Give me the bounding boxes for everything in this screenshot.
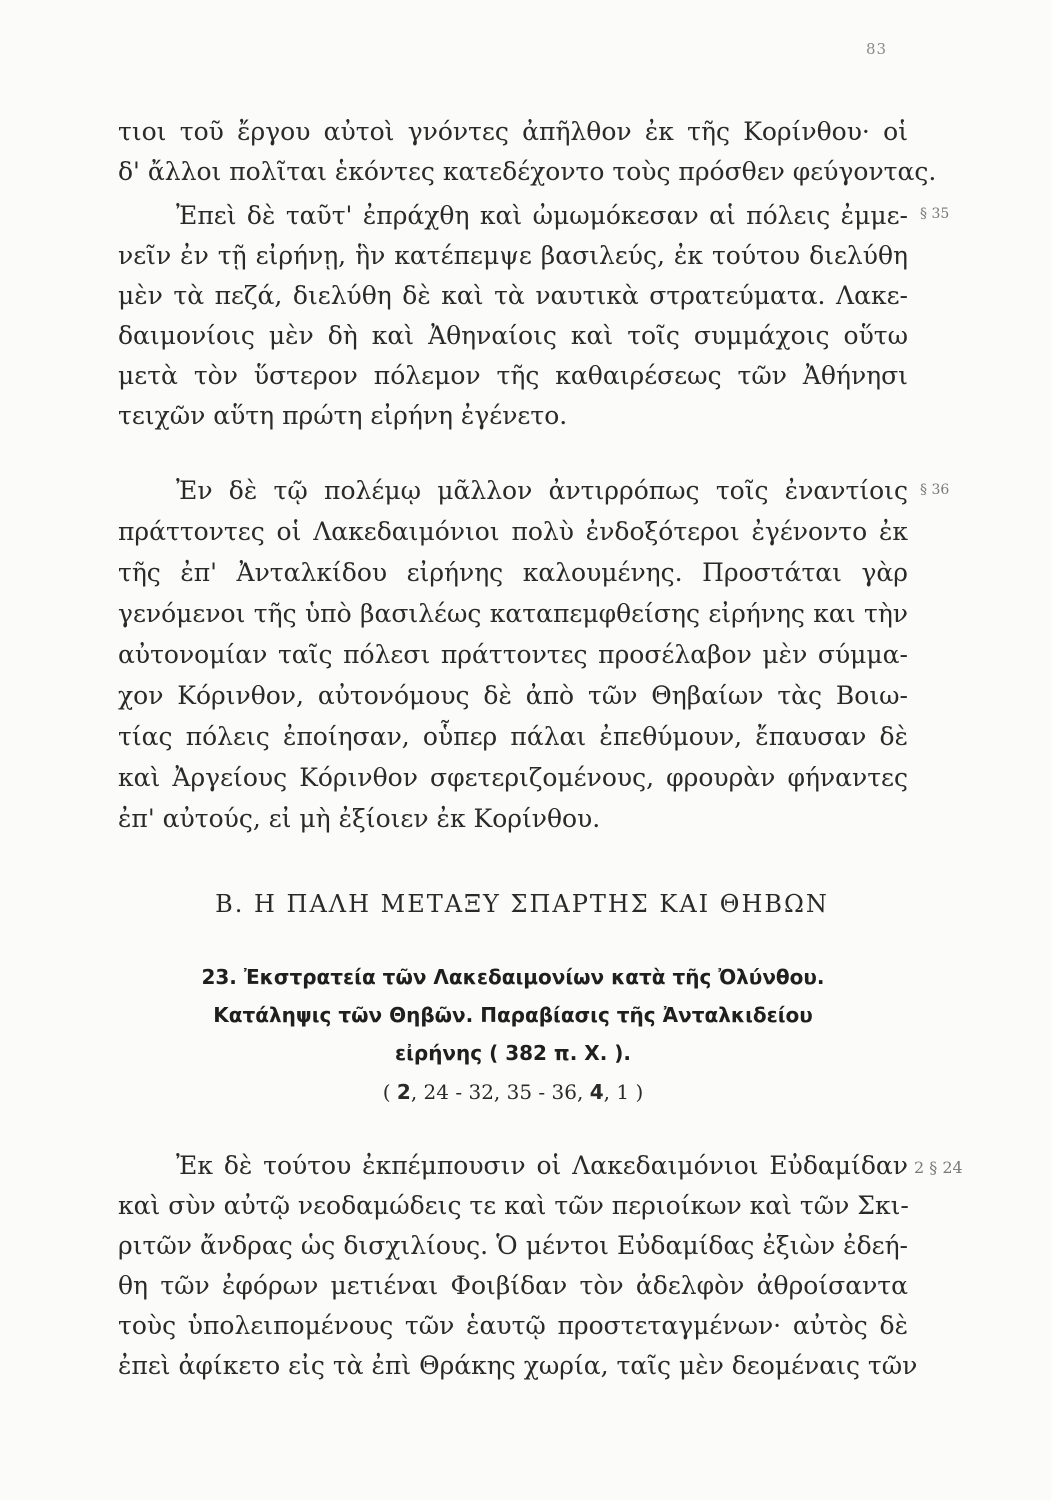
text-line: μετὰ τὸν ὕστερον πόλεμον τῆς καθαιρέσεως τῶν Ἀθήνησι <box>118 361 908 390</box>
text-line: αὐτονομίαν ταῖς πόλεσι πράττοντες προσέλαβον μὲν σύμμα- <box>118 640 908 669</box>
text-line: τῆς ἐπ' Ἀνταλκίδου εἰρήνης καλουμένης. Προστάται γὰρ <box>118 558 908 587</box>
chapter-heading-line: 23. Ἐκστρατεία τῶν Λακεδαιμονίων κατὰ τῆς Ὀλύνθου. <box>201 965 825 989</box>
text-line: τιοι τοῦ ἔργου αὐτοὶ γνόντες ἀπῆλθον ἐκ τῆς Κορίνθου· οἱ <box>118 117 908 146</box>
text-line: θη τῶν ἐφόρων μετιέναι Φοιβίδαν τὸν ἀδελφὸν ἀθροίσαντα <box>118 1271 908 1300</box>
text-line: γενόμενοι τῆς ὑπὸ βασιλέως καταπεμφθείσης εἰρήνης και τὴν <box>118 599 908 628</box>
text-line: Ἐκ δὲ τούτου ἐκπέμπουσιν οἱ Λακεδαιμόνιοι Εὐδαμίδαν <box>176 1151 908 1180</box>
chapter-heading <box>118 958 908 1072</box>
text-line: ριτῶν ἄνδρας ὡς δισχιλίους. Ὁ μέντοι Εὐδαμίδας ἐξιὼν ἐδεή- <box>118 1231 908 1260</box>
text-line: δ' ἄλλοι πολῖται ἑκόντες κατεδέχοντο τοὺς πρόσθεν φεύγοντας. <box>118 157 937 186</box>
chapter-heading-line: Κατάληψις τῶν Θηβῶν. Παραβίασις τῆς Ἀνταλκιδείου <box>213 1003 813 1027</box>
ref-book-2: 2 <box>396 1080 411 1104</box>
margin-reference-24: 2 § 24 <box>914 1158 963 1177</box>
paragraph-continuation <box>118 112 937 192</box>
text-line: ἐπ' αὐτούς, εἰ μὴ ἐξίοιεν ἐκ Κορίνθου. <box>118 804 601 833</box>
ref-sections: , 24 - 32, 35 - 36, <box>410 1080 590 1104</box>
ref-close: , 1 ) <box>603 1080 644 1104</box>
text-line: τοὺς ὑπολειπομένους τῶν ἑαυτῷ προστεταγμένων· αὐτὸς δὲ <box>118 1311 908 1340</box>
text-line: πράττοντες οἱ Λακεδαιμόνιοι πολὺ ἐνδοξότεροι ἐγένοντο ἐκ <box>118 517 908 546</box>
paragraph-peace <box>118 196 908 436</box>
text-line: καὶ σὺν αὐτῷ νεοδαμώδεις τε καὶ τῶν περιοίκων καὶ τῶν Σκι- <box>118 1191 909 1220</box>
paragraph-war <box>118 470 908 839</box>
page-number: 83 <box>866 40 888 58</box>
text-line: ἐπεὶ ἀφίκετο εἰς τὰ ἐπὶ Θράκης χωρία, ταῖς μὲν δεομέναις τῶν <box>118 1351 918 1380</box>
section-heading: Β. Η ΠΑΛΗ ΜΕΤΑΞΥ ΣΠΑΡΤΗΣ ΚΑΙ ΘΗΒΩΝ <box>215 890 829 918</box>
margin-reference-36: § 36 <box>920 482 950 498</box>
ref-book-4: 4 <box>589 1080 604 1104</box>
text-line: τίας πόλεις ἐποίησαν, οὗπερ πάλαι ἐπεθύμουν, ἔπαυσαν δὲ <box>118 722 908 751</box>
text-line: τειχῶν αὕτη πρώτη εἰρήνη ἐγένετο. <box>118 401 568 430</box>
text-line: καὶ Ἀργείους Κόρινθον σφετεριζομένους, φρουρὰν φήναντες <box>118 763 908 792</box>
text-line: μὲν τὰ πεζά, διελύθη δὲ καὶ τὰ ναυτικὰ στρατεύματα. Λακε- <box>118 281 908 310</box>
text-line: Ἐν δὲ τῷ πολέμῳ μᾶλλον ἀντιρρόπως τοῖς ἐναντίοις <box>176 476 908 505</box>
text-line: νεῖν ἐν τῇ εἰρήνῃ, ἣν κατέπεμψε βασιλεύς, ἐκ τούτου διελύθη <box>118 241 908 270</box>
paragraph-expedition <box>118 1146 918 1386</box>
ref-open: ( <box>382 1080 397 1104</box>
source-references <box>118 1080 908 1104</box>
margin-reference-35: § 35 <box>920 206 950 222</box>
text-line: δαιμονίοις μὲν δὴ καὶ Ἀθηναίοις καὶ τοῖς συμμάχοις οὕτω <box>118 321 908 350</box>
text-line: Ἐπεὶ δὲ ταῦτ' ἐπράχθη καὶ ὠμωμόκεσαν αἱ πόλεις ἐμμε- <box>176 201 908 230</box>
chapter-heading-line: εἰρήνης ( 382 π. Χ. ). <box>394 1041 632 1065</box>
text-line: χον Κόρινθον, αὐτονόμους δὲ ἀπὸ τῶν Θηβαίων τὰς Βοιω- <box>118 681 908 710</box>
